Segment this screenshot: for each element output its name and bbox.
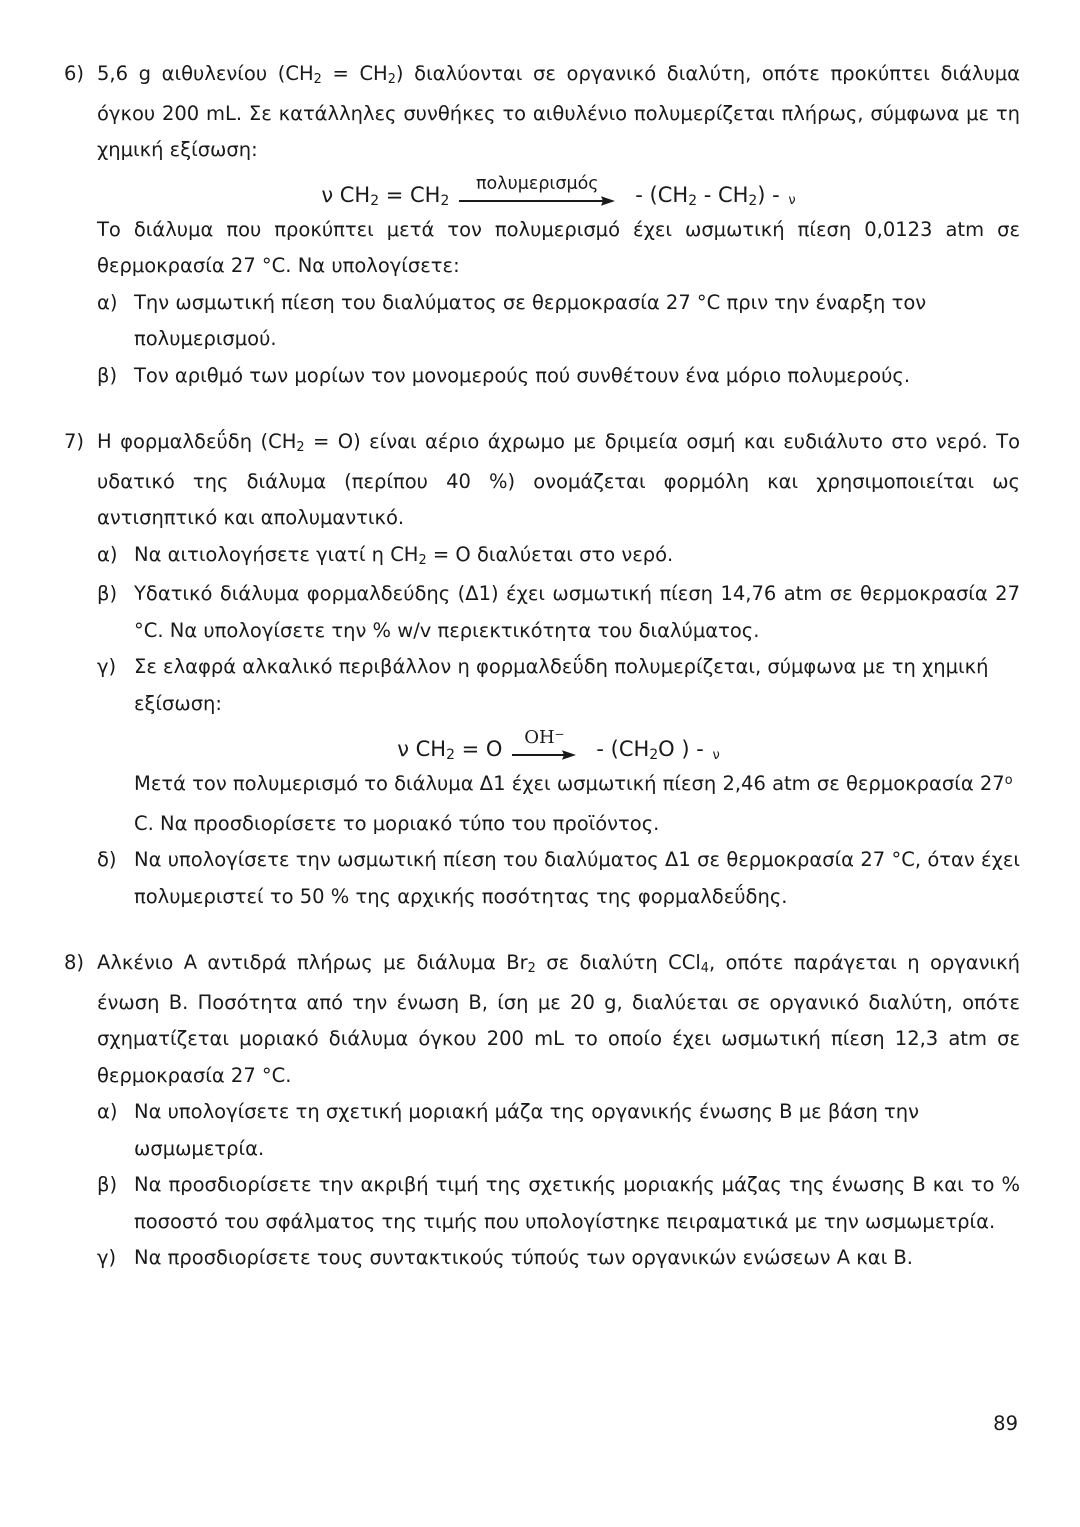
eq2-right-mid: O ) - (658, 736, 711, 761)
eq2-left-prefix: ν CH (397, 736, 447, 761)
subitem-text: Σε ελαφρά αλκαλικό περιβάλλον η φορμαλδεΰδη πολυμερίζεται, σύμφωνα με τη χημική εξίσωση: (134, 655, 989, 715)
question-8-body (97, 945, 1020, 1277)
eq1-left-sub2: 2 (440, 192, 450, 209)
subitem-text: Την ωσμωτική πίεση του διαλύματος σε θερμοκρασία 27 °C πριν την έναρξη τον πολυμερισμού. (134, 290, 927, 351)
subitem-letter: α) (97, 290, 118, 314)
question-6-number: 6) (64, 62, 85, 85)
q7a-seg-a: Να αιτιολογήσετε γιατί η CH (134, 542, 419, 566)
subitem-letter: δ) (97, 848, 117, 872)
q6-lead-a: 5,6 g αιθυλενίου (CH (97, 62, 314, 85)
question-7-lead-paragraph (97, 424, 1020, 537)
subitem-letter: α) (97, 1100, 118, 1124)
question-8-number: 8) (64, 951, 85, 975)
q6-lead-b: = CH (321, 62, 388, 85)
question-7-body (97, 424, 1020, 915)
q6-lead-c: ) διαλύονται σε οργανικό διαλύτη, οπότε προκύπτει διάλυμα όγκου 200 mL. Σε κατάλληλες συνθήκες το αιθυλένιο πολυμερίζεται πλήρως, σύμφωνα με τη χημική εξίσωση: (97, 62, 1020, 161)
eq1-left-mid: = CH (379, 182, 441, 207)
subitem-letter: γ) (97, 1246, 117, 1270)
equation-arrow-label: πολυμερισμός (476, 173, 599, 194)
eq2-left-sub: 2 (446, 747, 455, 764)
q8-lead-b: σε διαλύτη CCl (535, 951, 701, 975)
question-7-subitem-beta (97, 576, 1020, 649)
question-6-subitem-alpha (97, 285, 1020, 358)
subitem-text: Να υπολογίσετε την ωσμωτική πίεση του διαλύματος Δ1 σε θερμοκρασία 27 °C, όταν έχει πολυμεριστεί το 50 % της αρχικής ποσότητας της φορμαλδεΰδης. (134, 848, 1020, 908)
q7a-sub1: 2 (418, 552, 427, 568)
eq2-right-prefix: - (CH (596, 736, 650, 761)
subitem-letter: β) (97, 582, 118, 606)
eq1-right-mid: - CH (697, 182, 749, 207)
question-7 (64, 424, 1020, 915)
eq1-right-sub1: 2 (688, 192, 698, 209)
question-8-subitem-beta (97, 1167, 1020, 1240)
subitem-text: Υδατικό διάλυμα φορμαλδεύδης (Δ1) έχει ωσμωτική πίεση 14,76 atm σε θερμοκρασία 27 °C. Να υπολογίσετε την % w/v περιεκτικότητα του διαλύματος. (134, 582, 1020, 642)
subitem-text: Να υπολογίσετε τη σχετική μοριακή μάζα της οργανικής ένωσης Β με βάση την ωσμωμετρία. (134, 1100, 920, 1160)
question-8-lead-paragraph (97, 945, 1020, 1094)
equation-arrow-label (524, 728, 564, 748)
question-7-subitem-delta (97, 842, 1020, 915)
question-6-subitem-beta (97, 358, 1020, 395)
q7-lead-a: Η φορμαλδεΰδη (CH (97, 430, 297, 454)
eq1-right-sub2: 2 (748, 192, 758, 209)
page-number: 89 (993, 1411, 1018, 1435)
eq2-right-sub1: 2 (649, 747, 659, 764)
right-arrow-icon (457, 195, 617, 208)
equation-reactant (321, 182, 449, 208)
q8-lead-a: Αλκένιο Α αντιδρά πλήρως με διάλυμα Br (97, 951, 528, 975)
eq1-right-nu: ν (788, 193, 796, 209)
equation-arrow-group (510, 728, 578, 762)
question-7-number: 7) (64, 430, 85, 454)
subitem-letter: β) (97, 363, 118, 387)
equation-reactant (397, 736, 502, 762)
subitem-letter: α) (97, 542, 118, 566)
question-8-subitem-alpha (97, 1094, 1020, 1167)
question-6 (64, 56, 1020, 394)
equation-product (625, 182, 795, 208)
subitem-text: Τον αριθμό των μορίων τον μονομερούς πού συνθέτουν ένα μόριο πολυμερούς. (134, 363, 911, 387)
q6-lead-sub2: 2 (387, 72, 396, 88)
right-arrow-icon (510, 749, 578, 762)
eq2-left-mid: = O (454, 736, 503, 761)
question-7-subitem-gamma (97, 649, 1020, 722)
q6-lead-sub1: 2 (313, 72, 322, 88)
question-8 (64, 945, 1020, 1277)
equation-arrow-group (457, 175, 617, 208)
subitem-text (134, 537, 1020, 577)
q7-after-a: Μετά τον πολυμερισμό το διάλυμα Δ1 έχει ωσμωτική πίεση 2,46 atm σε θερμοκρασία 27 (134, 772, 1005, 796)
subitem-letter: β) (97, 1173, 118, 1197)
eq1-right-suffix: ) - (757, 182, 787, 207)
question-6-after-equation: Το διάλυμα που προκύπτει μετά τον πολυμερισμό έχει ωσμωτική πίεση 0,0123 atm σε θερμοκρασία 27 °C. Να υπολογίσετε: (97, 217, 1020, 278)
q7-after-degree: ο (1004, 772, 1013, 788)
subitem-letter: γ) (97, 655, 117, 679)
page-content (64, 56, 1020, 1307)
q7-lead-b: = O) είναι αέριο άχρωμο με δριμεία οσμή και ευδιάλυτο στο νερό. Το υδατικό της διάλυμα (περίπου 40 %) ονομάζεται φορμόλη και χρησιμοποιείται ως αντισηπτικό και απολυμαντικό. (97, 430, 1020, 530)
q8-lead-c: , οπότε παράγεται η οργανική ένωση Β. Ποσότητα από την ένωση Β, ίση με 20 g, διαλύεται σε οργανικό διαλύτη, οπότε σχηματίζεται μοριακό διάλυμα όγκου 200 mL το οποίο έχει ωσμωτική πίεση 12,3 atm σε θερμοκρασία 27 °C. (97, 951, 1020, 1087)
eq1-right-prefix: - (CH (635, 182, 689, 207)
q7-after-b: C. Να προσδιορίσετε το μοριακό τύπο του προϊόντος. (134, 811, 660, 835)
equation-product (586, 736, 719, 762)
eq2-arrow-label-text: OH (524, 727, 555, 749)
q7-lead-sub1: 2 (296, 440, 305, 456)
eq2-right-nu: ν (712, 747, 720, 763)
question-8-subitem-gamma (97, 1240, 1020, 1277)
q8-lead-sub1: 2 (527, 961, 536, 977)
eq2-arrow-label-charge: − (554, 726, 565, 741)
question-7-after-equation (97, 766, 1020, 842)
question-7-subitem-alpha (97, 537, 1020, 577)
question-6-lead-paragraph (97, 56, 1020, 169)
chemical-equation-polymerization-ethylene (97, 175, 1020, 208)
q8-lead-sub2: 4 (700, 961, 709, 977)
subitem-text: Να προσδιορίσετε την ακριβή τιμή της σχετικής μοριακής μάζας της ένωσης Β και το % ποσοστό του σφάλματος της τιμής που υπολογίστηκε πειραματικά με την ωσμωμετρία. (134, 1173, 1020, 1233)
eq1-left-sub: 2 (370, 192, 380, 209)
question-6-body (97, 56, 1020, 394)
subitem-text: Να προσδιορίσετε τους συντακτικούς τύπούς των οργανικών ενώσεων Α και Β. (134, 1246, 913, 1270)
q7a-seg-b: = Ο διαλύεται στο νερό. (426, 542, 674, 566)
chemical-equation-polymerization-formaldehyde (97, 728, 1020, 762)
eq1-left-prefix: ν CH (321, 182, 371, 207)
